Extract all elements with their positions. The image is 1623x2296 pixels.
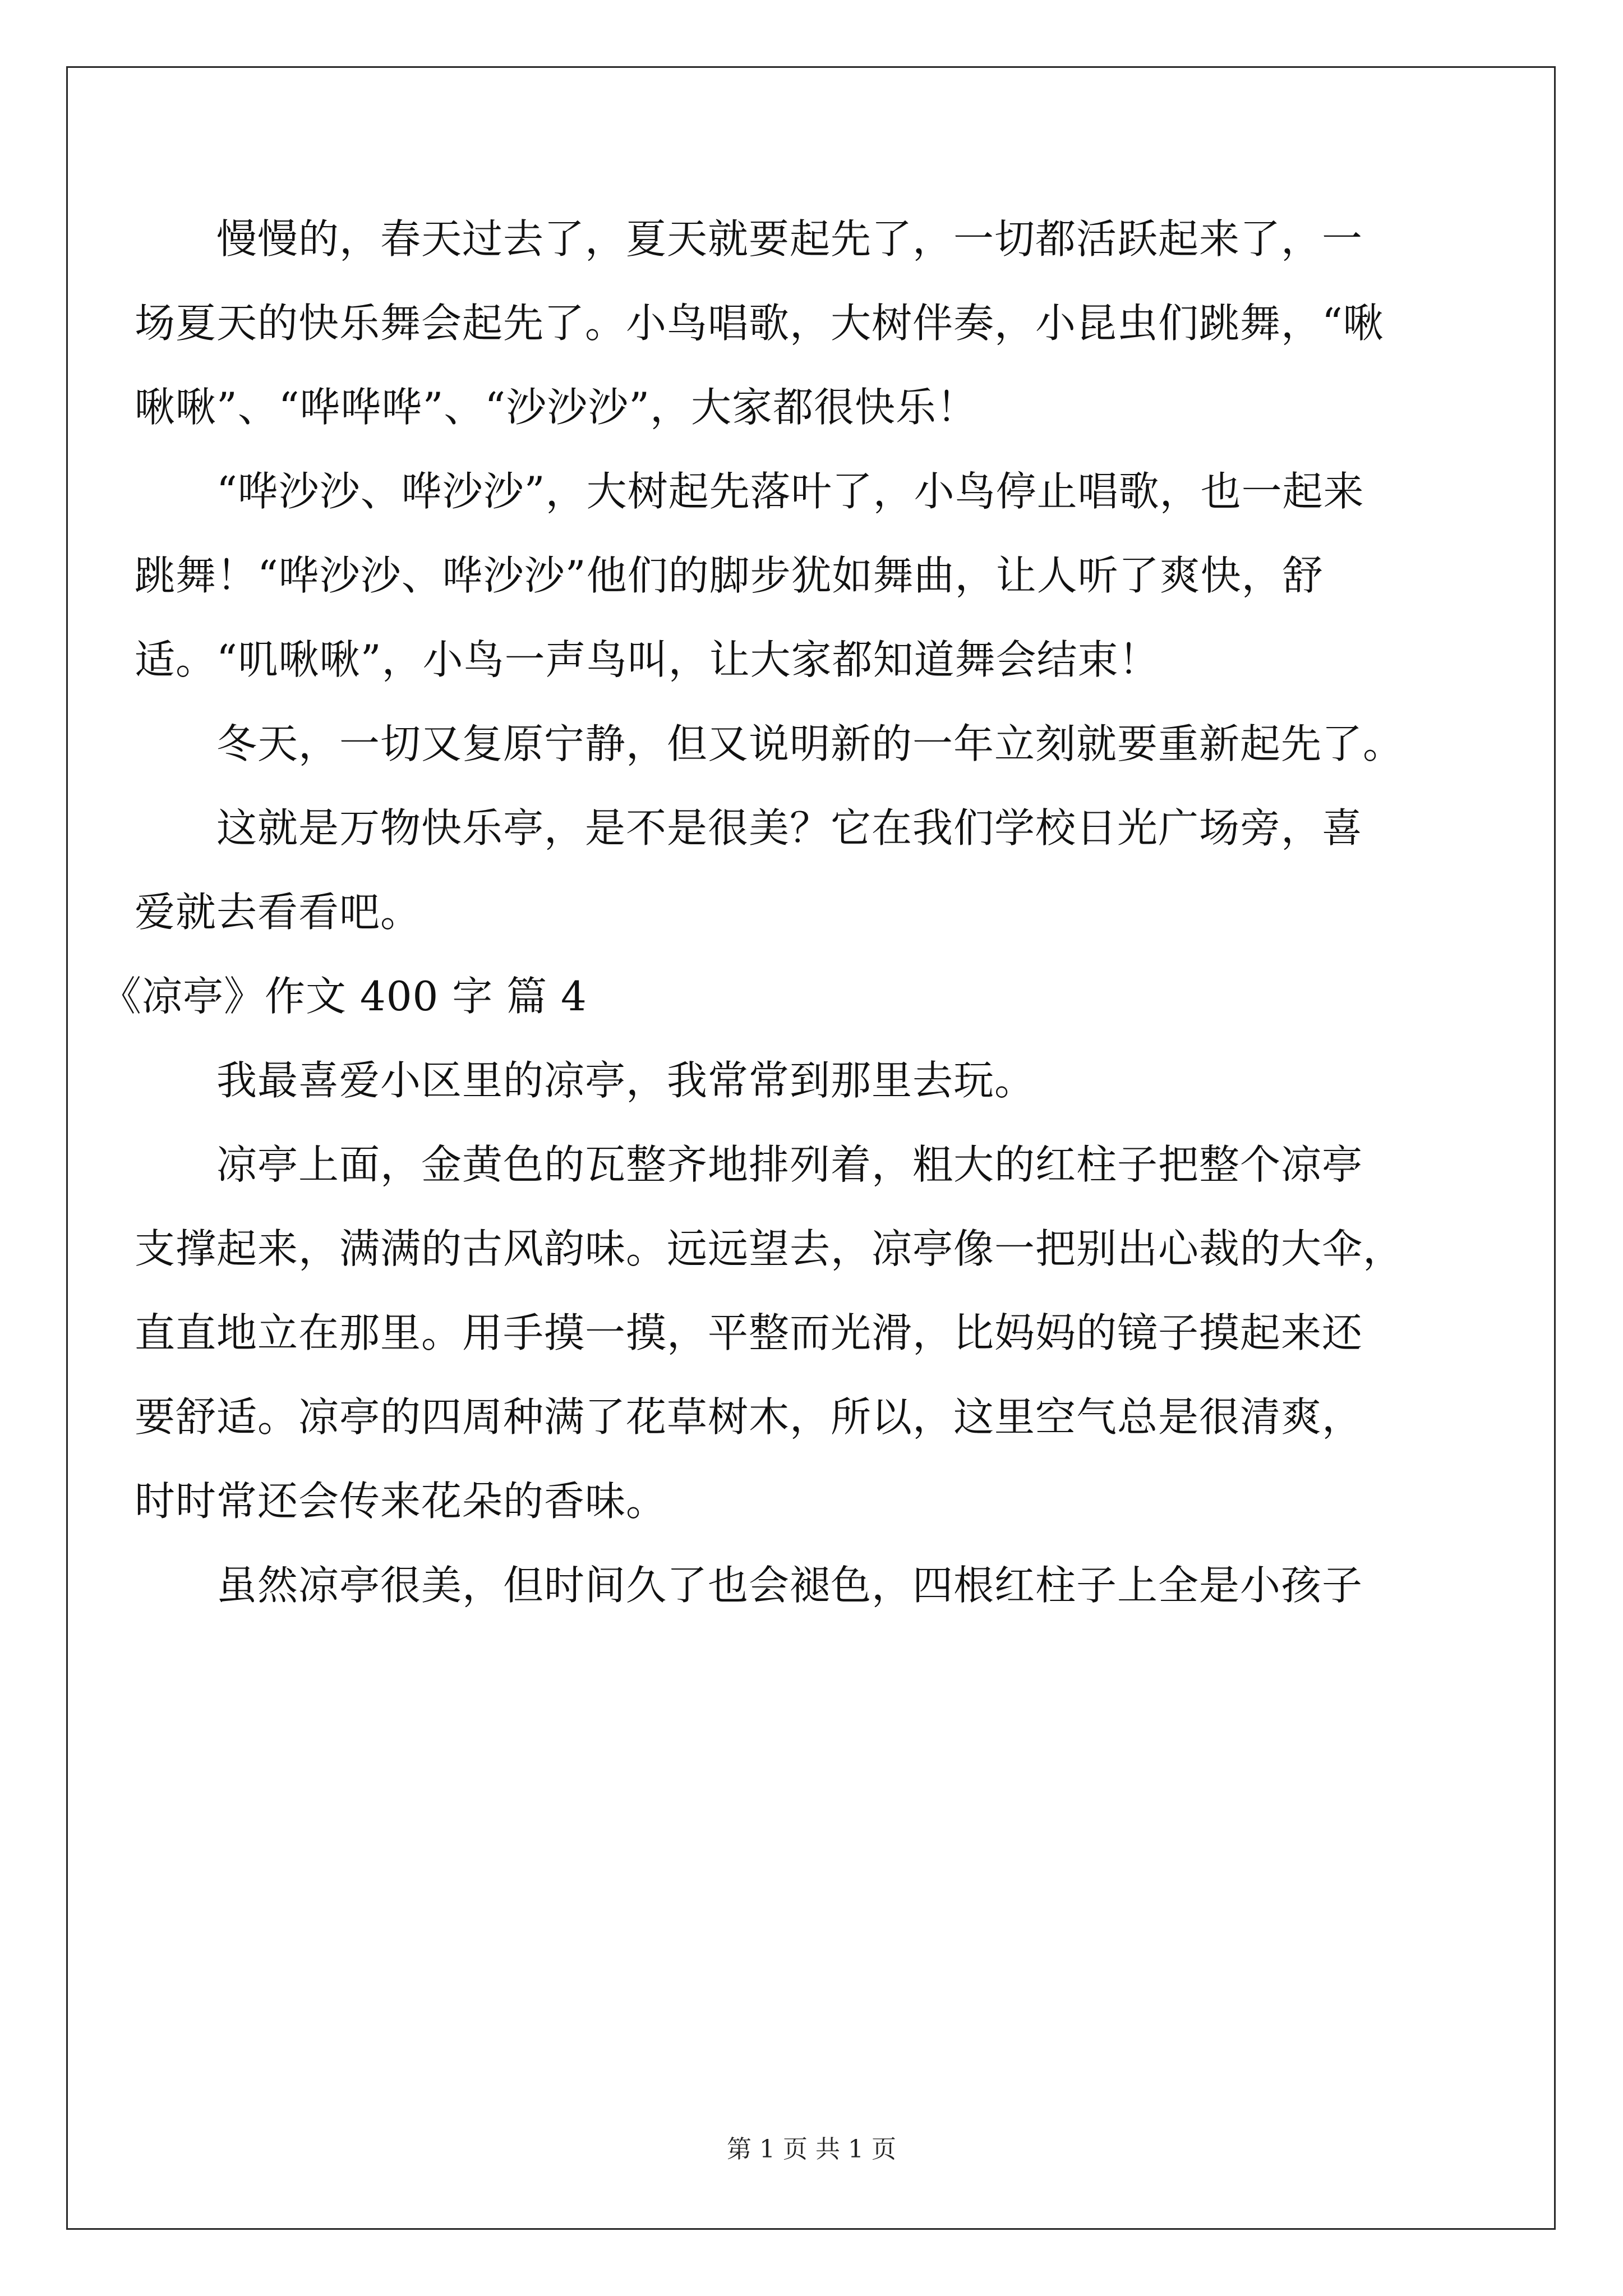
text-line: 慢慢的，春天过去了，夏天就要起先了，一切都活跃起来了，一 (216, 215, 1363, 263)
text-line: 时时常还会传来花朵的香味。 (135, 1478, 667, 1525)
text-line: 适。“叽啾啾”，小鸟一声鸟叫，让大家都知道舞会结束！ (135, 636, 1160, 683)
text-line: “哗沙沙、哗沙沙”，大树起先落叶了，小鸟停止唱歌，也一起来 (216, 468, 1364, 515)
text-line: 虽然凉亭很美，但时间久了也会褪色，四根红柱子上全是小孩子 (216, 1562, 1363, 1609)
text-line: 这就是万物快乐亭，是不是很美？它在我们学校日光广场旁，喜 (216, 804, 1363, 852)
page-footer: 第 1 页 共 1 页 (727, 2135, 896, 2164)
text-line: 要舒适。凉亭的四周种满了花草树木，所以，这里空气总是很清爽， (135, 1393, 1363, 1441)
text-line: 直直地立在那里。用手摸一摸，平整而光滑，比妈妈的镜子摸起来还 (135, 1309, 1363, 1356)
text-line: 凉亭上面，金黄色的瓦整齐地排列着，粗大的红柱子把整个凉亭 (216, 1141, 1363, 1188)
section-heading: 《凉亭》作文 400 字 篇 4 (101, 973, 587, 1020)
text-line: 场夏天的快乐舞会起先了。小鸟唱歌，大树伴奏，小昆虫们跳舞，“啾 (135, 300, 1384, 347)
text-line: 支撑起来，满满的古风韵味。远远望去，凉亭像一把别出心裁的大伞， (135, 1225, 1404, 1272)
text-line: 爱就去看看吧。 (135, 889, 422, 936)
text-line: 啾啾”、“哗哗哗”、“沙沙沙”，大家都很快乐！ (135, 384, 978, 431)
text-line: 冬天，一切又复原宁静，但又说明新的一年立刻就要重新起先了。 (216, 720, 1404, 767)
text-line: 我最喜爱小区里的凉亭，我常常到那里去玩。 (216, 1057, 1036, 1104)
text-line: 跳舞！“哗沙沙、哗沙沙”他们的脚步犹如舞曲，让人听了爽快，舒 (135, 552, 1324, 599)
